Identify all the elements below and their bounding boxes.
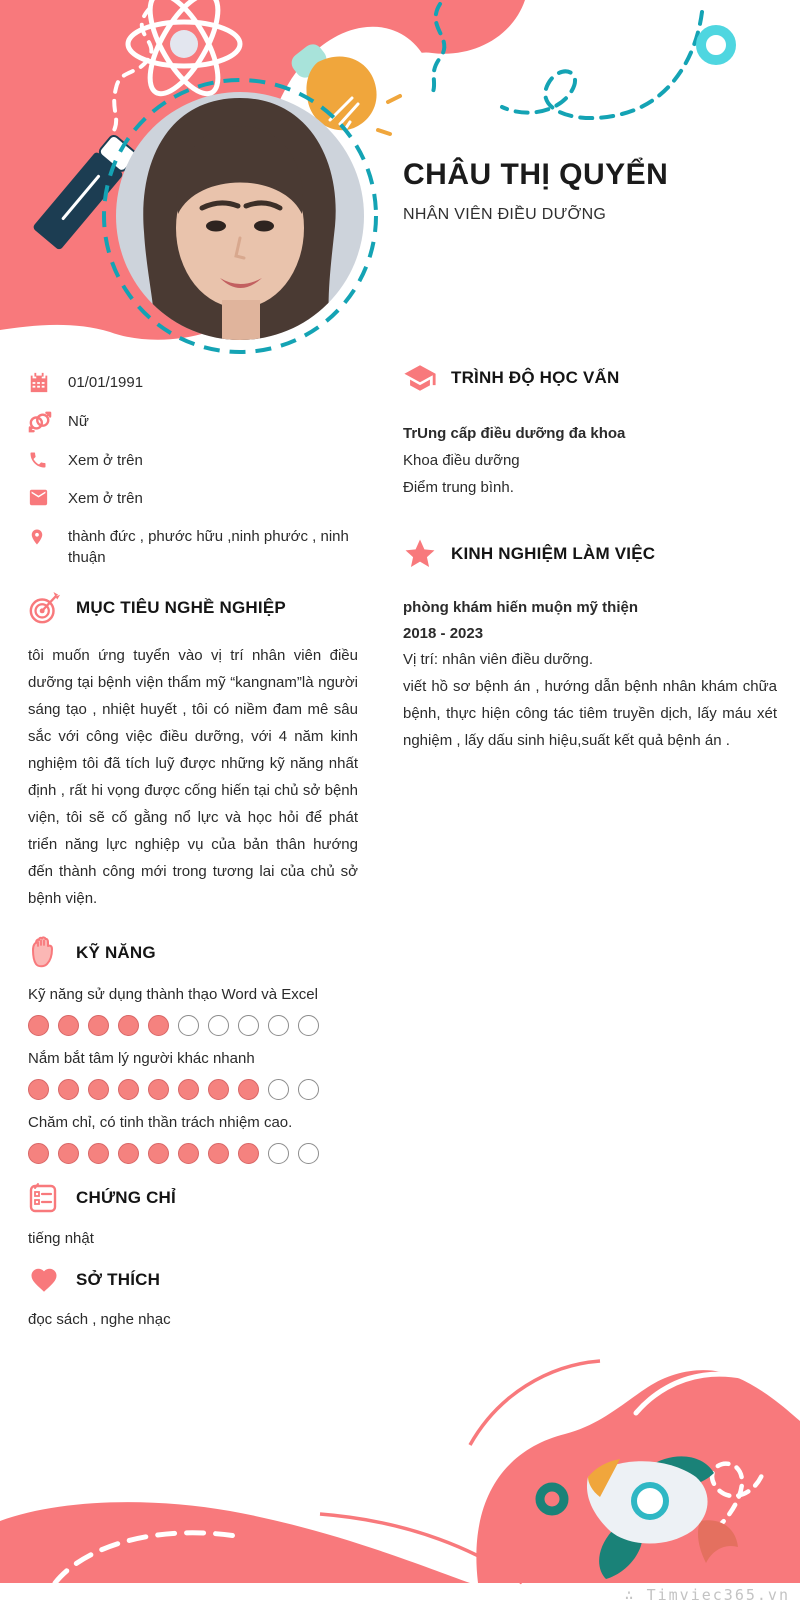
experience-description: viết hồ sơ bệnh án , hướng dẫn bệnh nhân khám chữa bệnh, thực hiện công tác tiêm truyền dịch, lấy máu xét nghiệm , lấy dấu sinh hiệu,suất kết quả bệnh án . — [403, 678, 777, 749]
objective-header — [28, 590, 358, 626]
skill-dot — [268, 1143, 289, 1164]
certificate-icon — [28, 1182, 62, 1214]
left-column — [28, 372, 358, 1342]
experience-heading: KINH NGHIỆM LÀM VIỆC — [451, 544, 656, 563]
objective-text: tôi muốn ứng tuyển vào vị trí nhân viên điều dưỡng tại bệnh viện thẩm mỹ “kangnam”là người sáng tạo , nhiệt huyết , tôi có niềm đam mê sâu sắc với công việc điều dưỡng, với 4 năm kinh nghiệm tôi đã tích luỹ được những kỹ năng nhất định , rất hi vọng được cống hiến tại chủ sở bệnh viện, tôi sẽ cố gằng nổ lực và học hỏi để phát triển năng lực nghiệp vụ của bản thân hướng đến thành công mới trong tương lai của chủ sở bệnh viện. — [28, 647, 358, 907]
info-row-gender — [28, 411, 358, 433]
skill-dot — [148, 1143, 169, 1164]
skill-level-dots — [28, 1143, 358, 1164]
skill-dot — [208, 1079, 229, 1100]
candidate-name: CHÂU THỊ QUYỂN — [403, 158, 669, 191]
gender-value: Nữ — [68, 413, 89, 430]
watermark: ∴ Timviec365.vn — [624, 1586, 790, 1604]
skill-label: Nắm bắt tâm lý người khác nhanh — [28, 1050, 255, 1067]
skill-dot — [178, 1143, 199, 1164]
education-entry — [403, 420, 777, 501]
experience-position: Vị trí: nhân viên điều dưỡng. — [403, 651, 593, 668]
graduation-cap-icon — [403, 362, 437, 394]
skill-dot — [298, 1143, 319, 1164]
email-value: Xem ở trên — [68, 490, 143, 507]
skill-dot — [88, 1015, 109, 1036]
skill-dot — [208, 1015, 229, 1036]
skill-dot — [238, 1143, 259, 1164]
skill-dot — [178, 1079, 199, 1100]
skill-item — [28, 986, 358, 1036]
skill-label: Chăm chỉ, có tinh thần trách nhiệm cao. — [28, 1114, 293, 1131]
candidate-job-title: NHÂN VIÊN ĐIỀU DƯỠNG — [403, 206, 607, 223]
star-icon — [403, 537, 437, 571]
donut-icon-cyan — [701, 30, 731, 60]
hobby-item: đọc sách , nghe nhạc — [28, 1311, 171, 1328]
skill-dot — [238, 1079, 259, 1100]
phone-icon — [28, 450, 52, 470]
footer-decoration — [0, 1349, 800, 1609]
experience-section — [403, 537, 777, 754]
skill-dot — [208, 1143, 229, 1164]
heart-icon — [28, 1265, 62, 1295]
certificate-item: tiếng nhật — [28, 1230, 94, 1247]
experience-entry — [403, 595, 777, 754]
skill-dot — [58, 1079, 79, 1100]
skill-dot — [88, 1079, 109, 1100]
skill-dot — [118, 1079, 139, 1100]
objective-section — [28, 590, 358, 912]
skill-item — [28, 1050, 358, 1100]
skill-dot — [118, 1015, 139, 1036]
calendar-icon — [28, 372, 52, 394]
skill-dot — [148, 1015, 169, 1036]
skill-level-dots — [28, 1015, 358, 1036]
skill-dot — [58, 1015, 79, 1036]
phone-value: Xem ở trên — [68, 452, 143, 469]
hobbies-header — [28, 1265, 358, 1295]
certificates-section — [28, 1182, 358, 1247]
certificates-heading: CHỨNG CHỈ — [76, 1188, 176, 1207]
info-row-address — [28, 526, 358, 568]
skill-dot — [28, 1079, 49, 1100]
dashed-swirl-teal — [502, 12, 702, 118]
experience-header — [403, 537, 777, 571]
skill-dot — [268, 1079, 289, 1100]
experience-period: 2018 - 2023 — [403, 625, 484, 642]
skill-dot — [238, 1015, 259, 1036]
skill-dot — [268, 1015, 289, 1036]
skill-dot — [148, 1079, 169, 1100]
skill-dot — [298, 1015, 319, 1036]
address-value: thành đức , phước hữu ,ninh phước , ninh thuận — [68, 528, 349, 566]
skill-level-dots — [28, 1079, 358, 1100]
target-icon — [28, 590, 62, 626]
education-header — [403, 362, 777, 394]
coral-mound-left — [0, 1502, 470, 1583]
skill-dot — [118, 1143, 139, 1164]
education-section — [403, 362, 777, 501]
location-icon — [28, 526, 52, 548]
skills-header — [28, 936, 358, 970]
hand-icon — [28, 936, 62, 970]
education-faculty: Khoa điều dưỡng — [403, 452, 520, 469]
info-row-email — [28, 488, 358, 509]
skill-dot — [28, 1143, 49, 1164]
skill-dot — [298, 1079, 319, 1100]
personal-info-list — [28, 372, 358, 568]
name-block — [403, 158, 783, 224]
info-row-phone — [28, 450, 358, 471]
gender-icon — [28, 411, 52, 433]
education-school: TrUng cấp điều dưỡng đa khoa — [403, 425, 626, 442]
hobbies-section — [28, 1265, 358, 1328]
skill-item — [28, 1114, 358, 1164]
experience-company: phòng khám hiến muộn mỹ thiện — [403, 599, 639, 616]
skill-dot — [58, 1143, 79, 1164]
skill-dot — [28, 1015, 49, 1036]
skill-dot — [88, 1143, 109, 1164]
right-column — [403, 362, 777, 754]
hobbies-heading: SỞ THÍCH — [76, 1270, 161, 1289]
skill-dot — [178, 1015, 199, 1036]
info-row-birthday — [28, 372, 358, 394]
skills-heading: KỸ NĂNG — [76, 943, 156, 962]
education-heading: TRÌNH ĐỘ HỌC VẤN — [451, 368, 620, 387]
skill-label: Kỹ năng sử dụng thành thạo Word và Excel — [28, 986, 318, 1003]
skills-section — [28, 936, 358, 1164]
email-icon — [28, 488, 52, 507]
certificates-header — [28, 1182, 358, 1214]
birthday-value: 01/01/1991 — [68, 374, 144, 391]
objective-heading: MỤC TIÊU NGHỀ NGHIỆP — [76, 598, 286, 617]
education-grade: Điểm trung bình. — [403, 479, 514, 496]
